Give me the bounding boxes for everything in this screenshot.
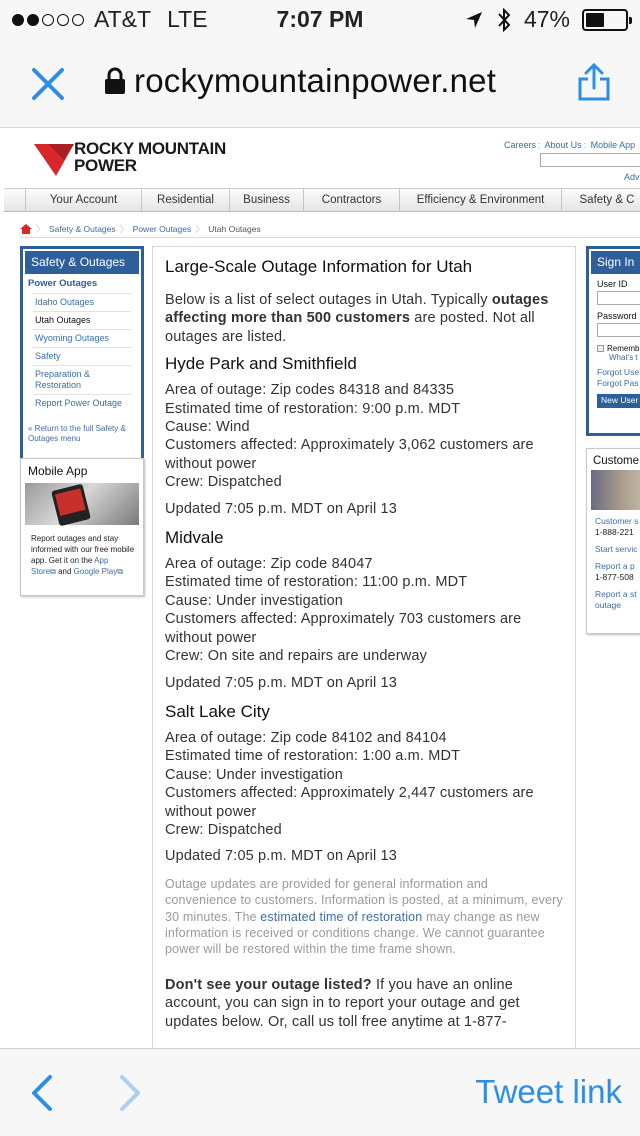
main-content (152, 246, 576, 1048)
customer-service-link[interactable]: Customer s (595, 516, 639, 526)
password-input[interactable] (597, 323, 640, 337)
report-phone: 1-877-508 (595, 572, 634, 582)
sidebar-heading[interactable]: Safety & Outages (25, 251, 139, 274)
remember-me[interactable]: Rememb (589, 340, 640, 353)
careers-link[interactable]: Careers (504, 140, 537, 150)
sidebar-item-utah-outages[interactable]: Utah Outages (33, 311, 131, 329)
network-type: LTE (167, 6, 208, 32)
battery-icon (582, 9, 628, 31)
nav-contractors[interactable]: Contractors (304, 189, 400, 211)
outage-cause: Cause: Wind (165, 419, 250, 436)
outage-area-name: Midvale (165, 528, 224, 548)
user-id-label: User ID (597, 279, 628, 289)
clock: 7:07 PM (276, 6, 364, 32)
site-search-input[interactable] (540, 153, 640, 167)
not-listed-text: Don't see your outage listed? If you have an online account, you can sign in to report your outage and get updates below. Or, call us toll free anytime at 1-877- (165, 976, 520, 1030)
breadcrumb-safety-outages[interactable]: Safety & Outages (49, 223, 116, 234)
bluetooth-icon (496, 7, 512, 33)
outage-updated: Updated 7:05 p.m. MDT on April 13 (165, 500, 397, 517)
outage-area-name: Salt Lake City (165, 701, 270, 721)
outage-customers: Customers affected: Approximately 2,447 customers are without power (165, 785, 534, 820)
report-outage-link[interactable]: outage (595, 600, 621, 610)
sign-in-heading: Sign In (591, 251, 640, 274)
breadcrumb-power-outages[interactable]: Power Outages (132, 223, 192, 234)
nav-safety[interactable]: Safety & C (579, 194, 635, 206)
outage-updated: Updated 7:05 p.m. MDT on April 13 (165, 674, 397, 691)
nav-your-account[interactable]: Your Account (26, 189, 142, 211)
outage-crew: Crew: On site and repairs are underway (165, 648, 427, 665)
return-to-menu-link[interactable]: « Return to the full Safety & Outages menu (28, 424, 126, 443)
sign-in-box (586, 246, 640, 436)
external-link-icon: ⧉ (50, 567, 56, 576)
start-service-link[interactable]: Start servic (595, 544, 638, 554)
app-store-link[interactable]: App Store (31, 556, 109, 576)
sidebar-item-wyoming-outages[interactable]: Wyoming Outages (33, 329, 131, 347)
outage-cause: Cause: Under investigation (165, 766, 343, 783)
breadcrumb-utah-outages: Utah Outages (208, 223, 261, 234)
sidebar-item-safety[interactable]: Safety (33, 347, 131, 365)
nav-residential[interactable]: Residential (142, 189, 230, 211)
forgot-user-id-link[interactable]: Forgot Use (597, 367, 640, 377)
outage-entry (165, 702, 563, 866)
browser-toolbar (0, 1048, 640, 1136)
mobile-app-promo (20, 458, 144, 596)
mobile-app-photo (25, 483, 139, 525)
sidebar-item-report-power-outage[interactable]: Report Power Outage (33, 394, 131, 412)
logo-line-1: ROCKY MOUNTAIN (74, 139, 226, 158)
intro-text: Below is a list of select outages in Utah. Typically outages affecting more than 500 customers are posted. Not all outages are listed. (165, 292, 549, 345)
report-streetlight-link[interactable]: Report a st (595, 589, 637, 599)
forgot-password-link[interactable]: Forgot Pas (597, 378, 639, 388)
remember-me-checkbox[interactable] (597, 345, 604, 352)
report-problem-link[interactable]: Report a p (595, 561, 635, 571)
about-us-link[interactable]: About Us (544, 140, 582, 150)
outage-entry (165, 528, 563, 692)
back-chevron-icon[interactable] (26, 1073, 60, 1113)
mobile-app-text: Report outages and stay informed with our free mobile app. Get it on the App Store⧉ and Google Play⧉ (31, 534, 135, 576)
tweet-link-button[interactable]: Tweet link (475, 1073, 622, 1110)
page-title: Large-Scale Outage Information for Utah (165, 257, 473, 276)
outage-updated: Updated 7:05 p.m. MDT on April 13 (165, 848, 397, 865)
close-icon[interactable] (30, 66, 66, 102)
outage-area-name: Hyde Park and Smithfield (165, 354, 357, 374)
sidebar-subheading[interactable]: Power Outages (28, 278, 98, 289)
nav-spacer (4, 189, 26, 211)
nav-business[interactable]: Business (230, 189, 304, 211)
browser-address-bar (0, 40, 640, 128)
outage-crew: Crew: Dispatched (165, 474, 282, 491)
new-user-button[interactable]: New User (597, 394, 640, 408)
status-bar (0, 0, 640, 40)
outage-customers: Customers affected: Approximately 3,062 customers are without power (165, 437, 534, 472)
outage-area: Area of outage: Zip code 84102 and 84104 (165, 729, 447, 746)
mobile-app-title: Mobile App (28, 464, 88, 478)
site-logo[interactable] (34, 140, 244, 180)
outage-etr: Estimated time of restoration: 9:00 p.m. MDT (165, 400, 461, 417)
outage-entry (165, 354, 563, 518)
url-display[interactable] (104, 62, 496, 100)
user-id-input[interactable] (597, 291, 640, 305)
mobile-app-link[interactable]: Mobile App (590, 140, 636, 150)
forward-chevron-icon[interactable] (112, 1073, 146, 1113)
outage-crew: Crew: Dispatched (165, 821, 282, 838)
sidebar-item-idaho-outages[interactable]: Idaho Outages (33, 293, 131, 311)
customer-service-title: Custome (593, 455, 640, 467)
main-navigation (4, 188, 640, 212)
external-link-icon: ⧉ (117, 567, 123, 576)
battery-percent: 47% (523, 6, 570, 32)
customer-service-photo (591, 470, 640, 510)
customer-service-phone: 1-888-221 (595, 527, 634, 537)
outage-area: Area of outage: Zip code 84047 (165, 556, 373, 573)
home-icon[interactable] (20, 224, 32, 234)
logo-line-2: POWER (74, 156, 137, 175)
share-icon[interactable] (574, 62, 614, 102)
customer-service-box (586, 448, 640, 634)
google-play-link[interactable]: Google Play (73, 567, 118, 576)
outage-etr: Estimated time of restoration: 1:00 a.m. MDT (165, 748, 461, 765)
whats-this-link[interactable]: What's t (609, 353, 638, 362)
lock-icon (104, 67, 126, 95)
password-label: Password (597, 311, 637, 321)
advanced-search-link[interactable]: Adv (624, 172, 640, 182)
etr-link[interactable]: estimated time of restoration (260, 909, 423, 924)
nav-efficiency-environment[interactable]: Efficiency & Environment (400, 189, 562, 211)
url-text: rockymountainpower.net (134, 62, 497, 99)
sidebar-item-preparation-restoration[interactable]: Preparation & Restoration (33, 365, 131, 394)
outage-customers: Customers affected: Approximately 703 customers are without power (165, 611, 522, 646)
outage-cause: Cause: Under investigation (165, 592, 343, 609)
outage-area: Area of outage: Zip codes 84318 and 84335 (165, 382, 455, 399)
breadcrumb: 〉 Safety & Outages 〉 Power Outages 〉 Utah Outages (20, 220, 640, 238)
web-page (0, 128, 640, 1048)
utility-links: Careers : About Us : Mobile App (504, 140, 636, 150)
outage-etr: Estimated time of restoration: 11:00 p.m. MDT (165, 574, 468, 591)
location-arrow-icon (464, 10, 484, 30)
disclaimer-text: Outage updates are provided for general information and convenience to customers. Information is posted, at a minimum, every 30 minutes. The estimated time of restoration may change as new information is received or conditions change. We cannot guarantee power will be restored within the time frame shown. (165, 876, 563, 957)
carrier-name: AT&T (94, 6, 152, 32)
site-header (0, 128, 640, 188)
logo-mark-icon (34, 142, 74, 178)
